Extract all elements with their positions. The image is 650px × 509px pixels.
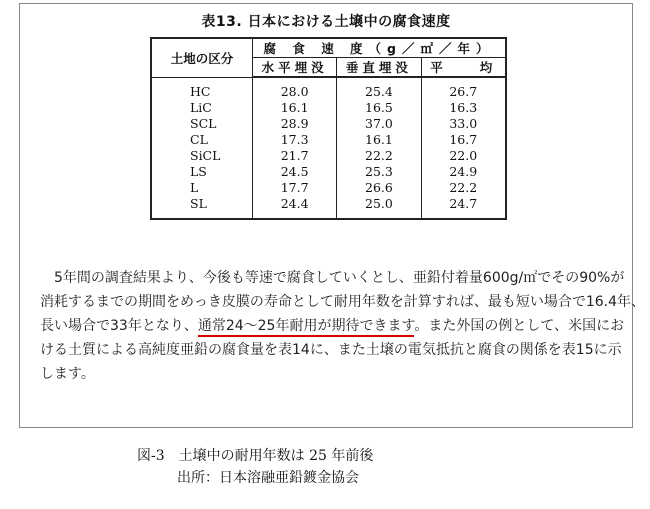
table-row [151,77,506,100]
header-average: 平 均 [421,58,506,78]
soil-cell: SCL [151,116,253,132]
vertical-cell: 22.2 [337,148,421,164]
vertical-cell: 25.4 [337,77,421,100]
paragraph-line: 5年間の調査結果より、今後も等速で腐食していくとし、亜鉛付着量600g/㎡でその90%が [54,270,625,286]
average-cell: 24.7 [421,196,506,219]
header-corrosion-rate: 腐 食 速 度（g／㎡／年） [253,38,507,58]
table-row [151,196,506,219]
table-row [151,132,506,148]
paragraph-line: 消耗するまでの期間をめっき皮膜の寿命として耐用年数を計算すれば、最も短い場合で16.4年、 [40,294,646,310]
soil-cell: CL [151,132,253,148]
figure-source: 出所：日本溶融亜鉛鍍金協会 [177,470,359,486]
horizontal-cell: 24.5 [253,164,337,180]
average-cell: 33.0 [421,116,506,132]
horizontal-cell: 28.9 [253,116,337,132]
highlighted-lifespan-text: 通常24～25年耐用が期待できます [198,318,415,337]
table-row [151,100,506,116]
soil-cell: LiC [151,100,253,116]
header-soil-type: 土地の区分 [151,38,253,77]
horizontal-cell: 17.3 [253,132,337,148]
average-cell: 16.7 [421,132,506,148]
vertical-cell: 16.1 [337,132,421,148]
soil-cell: HC [151,77,253,100]
corrosion-rate-table [150,37,507,220]
vertical-cell: 16.5 [337,100,421,116]
vertical-cell: 26.6 [337,180,421,196]
figure-title: 図-3 土壌中の耐用年数は 25 年前後 [137,448,374,464]
paragraph-line: ける土質による高純度亜鉛の腐食量を表14に、また土壌の電気抵抗と腐食の関係を表15に示 [40,342,622,358]
average-cell: 22.2 [421,180,506,196]
average-cell: 26.7 [421,77,506,100]
soil-cell: SL [151,196,253,219]
vertical-cell: 25.3 [337,164,421,180]
header-horizontal: 水平埋没 [253,58,337,78]
horizontal-cell: 24.4 [253,196,337,219]
horizontal-cell: 17.7 [253,180,337,196]
paragraph-line [40,314,625,338]
average-cell: 22.0 [421,148,506,164]
vertical-cell: 25.0 [337,196,421,219]
body-paragraph [40,266,646,386]
soil-cell: LS [151,164,253,180]
vertical-cell: 37.0 [337,116,421,132]
table-row [151,180,506,196]
table-row [151,164,506,180]
table-title: 表13. 日本における土壌中の腐食速度 [201,14,451,30]
average-cell: 24.9 [421,164,506,180]
table-row [151,116,506,132]
horizontal-cell: 21.7 [253,148,337,164]
document-frame [19,3,646,428]
paragraph-line: します。 [40,366,95,382]
header-vertical: 垂直埋没 [337,58,421,78]
paragraph-text: 長い場合で33年となり、 [40,318,198,334]
figure-caption [137,445,373,489]
table-row [151,148,506,164]
average-cell: 16.3 [421,100,506,116]
paragraph-text: 。また外国の例として、米国にお [414,318,625,334]
horizontal-cell: 28.0 [253,77,337,100]
soil-cell: L [151,180,253,196]
horizontal-cell: 16.1 [253,100,337,116]
soil-cell: SiCL [151,148,253,164]
